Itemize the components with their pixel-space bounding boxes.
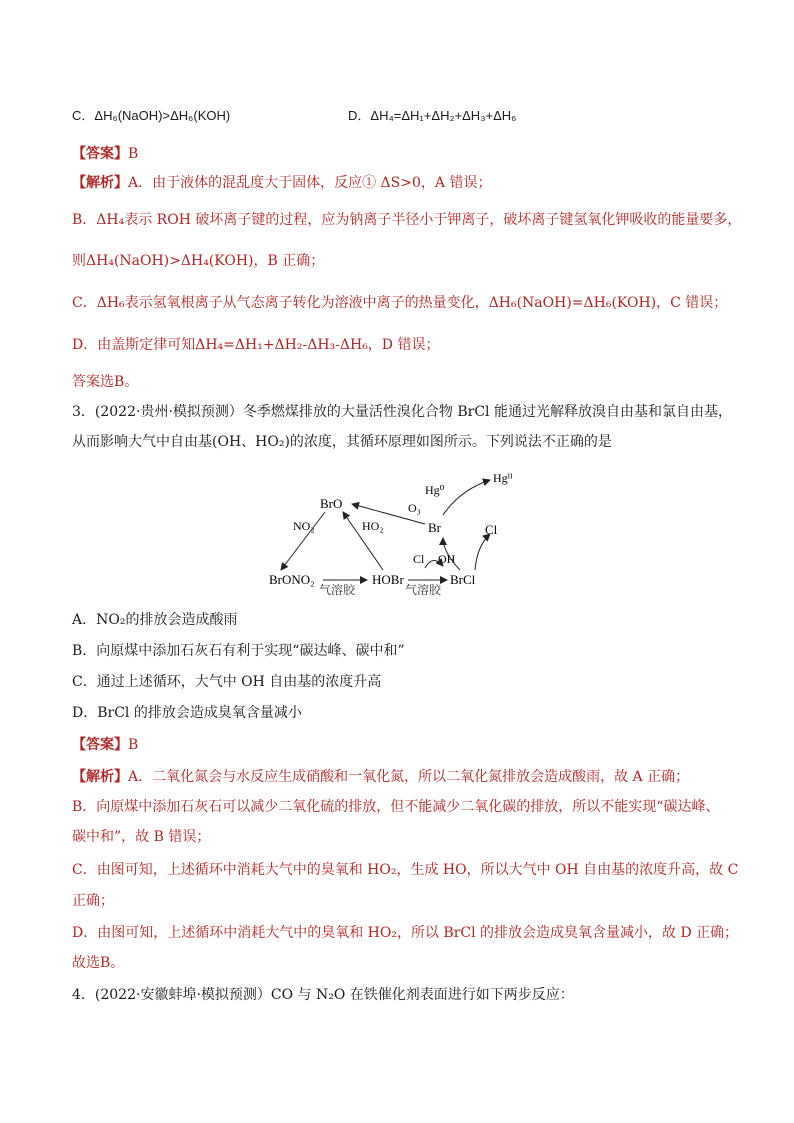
analysis-tag: 【解析】 <box>72 769 128 785</box>
label-hg2: Hgᴵᴵ <box>493 471 513 485</box>
label-hobr: HOBr <box>372 572 404 587</box>
q3-option-b: B．向原煤中添加石灰石有利于实现“碳达峰、碳中和” <box>72 643 405 659</box>
analysis-tag: 【解析】 <box>72 175 128 191</box>
label-brono2: BrONO₂ <box>269 572 315 587</box>
q3-analysis-a <box>72 767 689 787</box>
q3-conclusion: 故选B。 <box>72 955 125 971</box>
q2-option-c: C．ΔH₆(NaOH)>ΔH₆(KOH) <box>72 108 231 123</box>
q3-option-d: D．BrCl 的排放会造成臭氧含量减小 <box>72 705 302 721</box>
label-oh: OH <box>438 552 456 566</box>
q2-analysis-a <box>72 173 491 193</box>
q3-answer <box>72 735 138 755</box>
label-ho2: HO₂ <box>362 519 384 533</box>
q2-analysis-d: D．由盖斯定律可知ΔH₄=ΔH₁+ΔH₂-ΔH₃-ΔH₆，D 错误； <box>72 337 440 353</box>
q2-analysis-b2: 则ΔH₄(NaOH)>ΔH₄(KOH)，B 正确； <box>72 253 325 269</box>
q3-analysis-c2: 正确； <box>72 893 114 909</box>
q3-analysis-d: D．由图可知，上述循环中消耗大气中的臭氧和 HO₂，所以 BrCl 的排放会造成臭氧含量减小，故 D 正确； <box>72 925 739 941</box>
label-no2: NO₂ <box>293 519 315 533</box>
q3-option-a: A．NO₂的排放会造成酸雨 <box>72 612 238 628</box>
bromine-cycle-diagram <box>255 460 555 600</box>
label-br: Br <box>428 520 441 535</box>
q2-conclusion: 答案选B。 <box>72 374 139 390</box>
q3-analysis-c1: C．由图可知，上述循环中消耗大气中的臭氧和 HO₂，生成 HO，所以大气中 OH 自由基的浓度升高，故 C <box>72 862 739 878</box>
answer-value: B <box>128 146 139 162</box>
answer-value: B <box>128 737 139 753</box>
q2-option-d: D．ΔH₄=ΔH₁+ΔH₂+ΔH₃+ΔH₆ <box>348 108 517 123</box>
arrow-hg0-to-hg2 <box>443 480 490 515</box>
analysis-text: A．二氧化氮会与水反应生成硝酸和一氧化氮，所以二氧化氮排放会造成酸雨，故 A 正确； <box>128 769 690 785</box>
label-bro: BrO <box>320 496 343 511</box>
label-aerosol-1: 气溶胶 <box>319 583 356 597</box>
q2-analysis-c: C．ΔH₆表示氢氧根离子从气态离子转化为溶液中离子的热量变化，ΔH₆(NaOH)=ΔH₆(KOH)，C 错误； <box>72 295 728 311</box>
q4-stem: 4．(2022·安徽蚌埠·模拟预测）CO 与 N₂O 在铁催化剂表面进行如下两步反应： <box>72 987 574 1003</box>
q2-answer <box>72 144 138 164</box>
q3-analysis-b2: 碳中和”，故 B 错误； <box>72 829 211 845</box>
answer-tag: 【答案】 <box>72 146 128 162</box>
q3-option-c: C．通过上述循环，大气中 OH 自由基的浓度升高 <box>72 674 382 690</box>
q3-stem-line2: 从而影响大气中自由基(OH、HO₂)的浓度，其循环原理如图所示。下列说法不正确的是 <box>72 434 612 450</box>
q3-stem-line1: 3．(2022·贵州·模拟预测）冬季燃煤排放的大量活性溴化合物 BrCl 能通过光解释放溴自由基和氯自由基， <box>72 404 732 420</box>
q3-analysis-b1: B．向原煤中添加石灰石可以减少二氧化硫的排放，但不能减少二氧化碳的排放，所以不能实现“碳达峰、 <box>72 799 720 815</box>
answer-tag: 【答案】 <box>72 737 128 753</box>
label-brcl: BrCl <box>450 572 476 587</box>
label-cl-left: Cl <box>413 552 425 566</box>
label-o3: O₃ <box>408 501 421 515</box>
arrow-brcl-to-cl <box>475 534 490 570</box>
analysis-text: A．由于液体的混乱度大于固体，反应① ΔS>0，A 错误； <box>128 175 492 191</box>
label-aerosol-2: 气溶胶 <box>405 583 442 597</box>
label-hg0: Hg⁰ <box>425 483 445 497</box>
label-cl-top: Cl <box>485 522 498 537</box>
q2-analysis-b1: B．ΔH₄表示 ROH 破坏离子键的过程，应为钠离子半径小于钾离子，破坏离子键氢氧化钾吸收的能量要多， <box>72 212 742 228</box>
